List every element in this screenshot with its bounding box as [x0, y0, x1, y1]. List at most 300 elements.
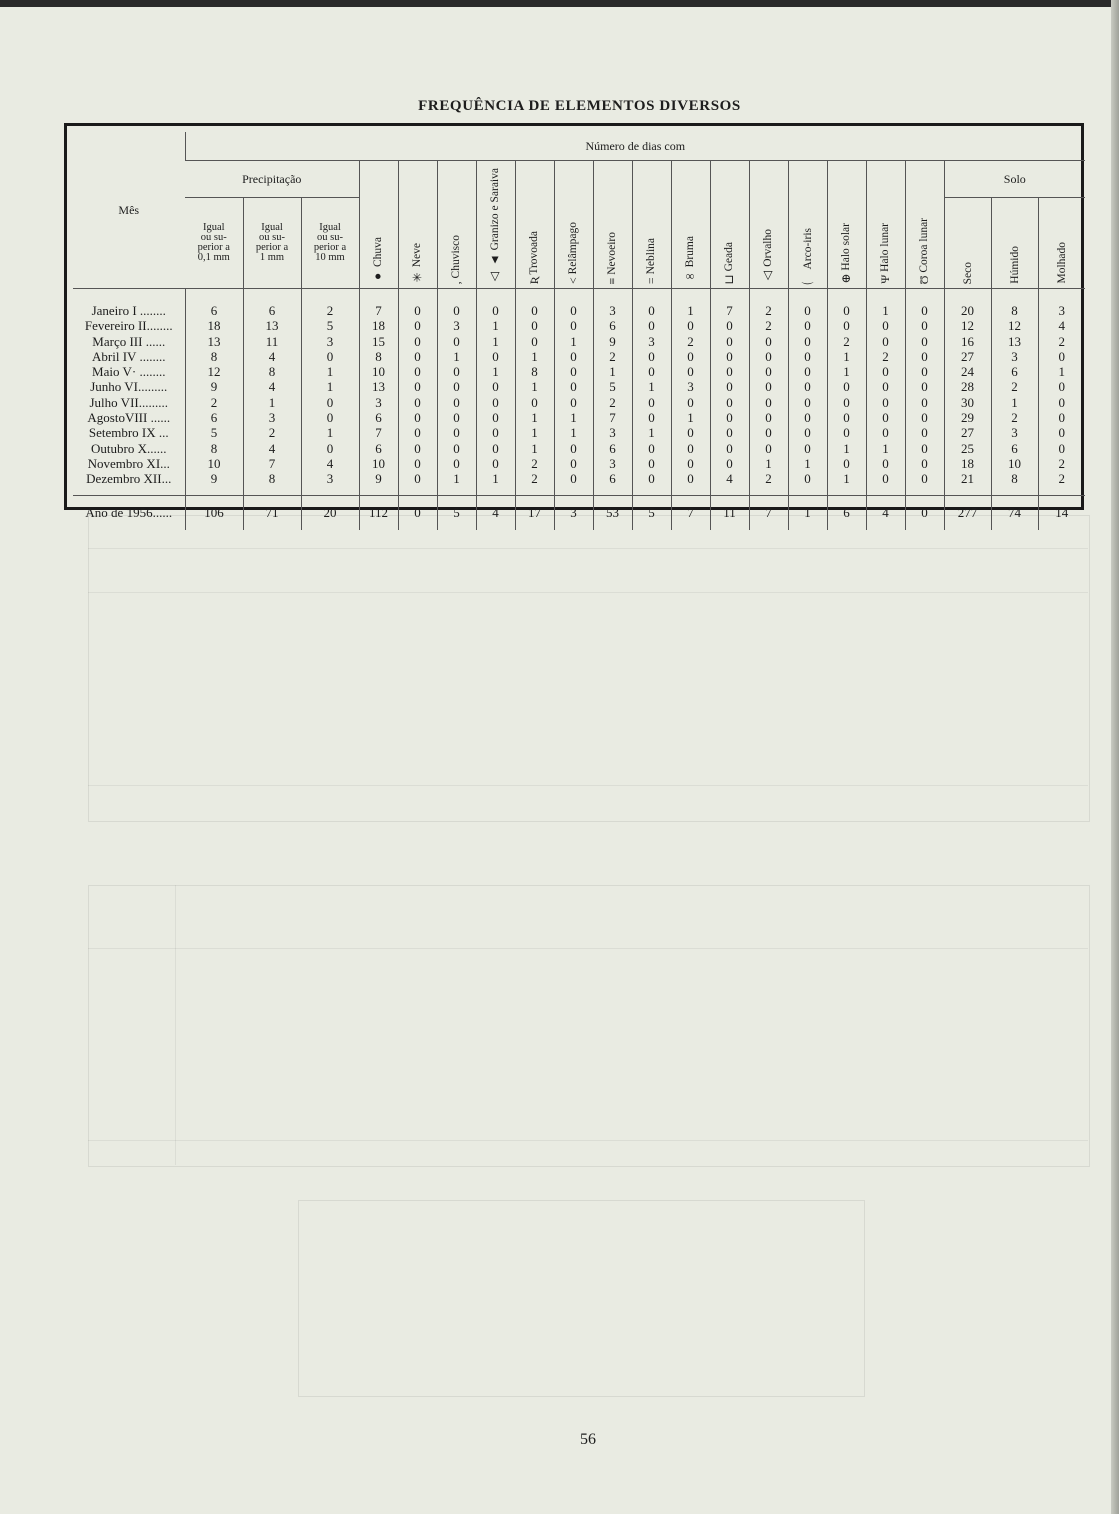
table-cell: 0	[788, 441, 827, 456]
total-cell: 74	[991, 495, 1038, 530]
table-cell: 0	[398, 395, 437, 410]
table-cell: 0	[671, 441, 710, 456]
total-cell: 0	[398, 495, 437, 530]
table-cell: 8	[359, 349, 398, 364]
table-cell: 0	[749, 410, 788, 425]
table-cell: 18	[359, 318, 398, 333]
table-cell: 3	[593, 289, 632, 319]
total-cell: 112	[359, 495, 398, 530]
table-cell: 10	[991, 456, 1038, 471]
table-cell: 8	[185, 441, 243, 456]
table-cell: 1	[827, 364, 866, 379]
table-cell: 3	[632, 334, 671, 349]
month-label: Novembro XI...	[87, 455, 170, 471]
table-cell: 0	[1038, 379, 1085, 394]
table-cell: 2	[866, 349, 905, 364]
table-cell: 0	[476, 425, 515, 440]
table-cell: 0	[671, 318, 710, 333]
table-row	[73, 289, 1085, 319]
table-cell: 0	[749, 349, 788, 364]
table-cell: 0	[905, 425, 944, 440]
col-geada: ⊔ Geada	[710, 161, 749, 289]
table-cell: 0	[554, 364, 593, 379]
table-cell: 0	[671, 395, 710, 410]
table-cell: 0	[788, 471, 827, 495]
table-cell: 1	[515, 379, 554, 394]
table-cell: 0	[301, 410, 359, 425]
total-cell: 20	[301, 495, 359, 530]
table-cell: 12	[991, 318, 1038, 333]
month-label: Janeiro I ........	[91, 303, 166, 318]
table-cell: 0	[632, 456, 671, 471]
table-cell: 0	[905, 471, 944, 495]
table-cell: 1	[476, 471, 515, 495]
table-cell: 0	[710, 318, 749, 333]
table-cell: 0	[632, 318, 671, 333]
table-cell: 0	[554, 395, 593, 410]
table-cell: 0	[866, 471, 905, 495]
table-cell: 18	[944, 456, 991, 471]
table-cell: 4	[1038, 318, 1085, 333]
table-cell: 1	[593, 364, 632, 379]
col-orvalho: △ Orvalho	[749, 161, 788, 289]
table-cell: 0	[398, 441, 437, 456]
month-label: AgostoVIII ......	[87, 410, 171, 426]
table-cell: 5	[301, 318, 359, 333]
table-cell: 9	[185, 379, 243, 394]
table-cell: 0	[866, 318, 905, 333]
table-cell: 0	[632, 441, 671, 456]
table-cell: 1	[476, 334, 515, 349]
table-cell: 1	[301, 379, 359, 394]
table-cell: 0	[905, 334, 944, 349]
table-cell: 0	[398, 334, 437, 349]
total-cell: 5	[437, 495, 476, 530]
table-cell: 8	[243, 471, 301, 495]
table-cell: 0	[749, 364, 788, 379]
total-label: Ano de 1956......	[73, 495, 185, 530]
table-cell: 2	[749, 471, 788, 495]
table-cell: 2	[671, 334, 710, 349]
haze-icon: ∞	[683, 270, 697, 284]
table-cell: 2	[991, 379, 1038, 394]
month-label: Março III ......	[92, 333, 166, 349]
month-label: Abril IV ........	[92, 348, 166, 364]
table-cell: 10	[185, 456, 243, 471]
col-soil-humido: Húmido	[991, 198, 1038, 289]
table-cell: 0	[710, 395, 749, 410]
table-cell: 6	[185, 289, 243, 319]
table-cell: 1	[991, 395, 1038, 410]
table-cell: 12	[185, 364, 243, 379]
table-cell: 0	[827, 456, 866, 471]
total-cell: 277	[944, 495, 991, 530]
table-cell: 2	[1038, 334, 1085, 349]
table-cell: 1	[554, 334, 593, 349]
table-cell: 0	[866, 425, 905, 440]
table-cell: 3	[359, 395, 398, 410]
table-cell: 0	[301, 349, 359, 364]
table-cell: 0	[398, 349, 437, 364]
drizzle-icon: ,	[449, 281, 463, 284]
table-cell: 1	[632, 425, 671, 440]
table-cell: 3	[243, 410, 301, 425]
lunar-corona-icon: Ʊ	[917, 275, 931, 284]
table-cell: 1	[554, 410, 593, 425]
frost-icon: ⊔	[722, 273, 736, 284]
table-cell: 0	[788, 364, 827, 379]
table-cell: 3	[593, 456, 632, 471]
table-cell: 25	[944, 441, 991, 456]
table-cell: 7	[593, 410, 632, 425]
total-cell: 7	[671, 495, 710, 530]
table-cell: 0	[671, 471, 710, 495]
fog-icon: ≡	[605, 277, 619, 284]
table-cell: 3	[1038, 289, 1085, 319]
monthly-rows	[73, 289, 1085, 496]
solar-halo-icon: ⊕	[839, 273, 853, 284]
table-cell: 3	[671, 379, 710, 394]
month-label: Outubro X......	[91, 440, 167, 456]
table-cell: 1	[671, 289, 710, 319]
table-cell: 1	[827, 441, 866, 456]
table-cell: 0	[437, 334, 476, 349]
table-cell: 0	[301, 395, 359, 410]
table-cell: 6	[593, 471, 632, 495]
bleed-through-line	[88, 948, 1088, 949]
table-cell: 24	[944, 364, 991, 379]
table-cell: 9	[593, 334, 632, 349]
annual-total	[73, 495, 1085, 530]
table-cell: 6	[359, 410, 398, 425]
table-cell: 18	[185, 318, 243, 333]
table-cell: 10	[359, 364, 398, 379]
table-cell: 0	[437, 441, 476, 456]
table-cell: 1	[554, 425, 593, 440]
table-cell: 1	[301, 425, 359, 440]
col-coroa-lunar: Ʊ Coroa lunar	[905, 161, 944, 289]
table-cell: 1	[476, 318, 515, 333]
table-cell: 1	[827, 471, 866, 495]
table-cell: 1	[515, 425, 554, 440]
table-cell: 2	[515, 471, 554, 495]
col-arco-iris: ⌒ Arco-iris	[788, 161, 827, 289]
table-cell: 2	[749, 318, 788, 333]
col-neve: ✳ Neve	[398, 161, 437, 289]
table-cell: 0	[476, 410, 515, 425]
table-cell: 0	[632, 395, 671, 410]
table-cell: 0	[827, 410, 866, 425]
bleed-through-line	[88, 592, 1088, 593]
total-cell: 3	[554, 495, 593, 530]
table-cell: 0	[905, 410, 944, 425]
table-cell: 28	[944, 379, 991, 394]
table-cell: 1	[827, 349, 866, 364]
lightning-icon: <	[566, 277, 580, 284]
frequency-table-frame	[64, 123, 1084, 520]
month-label: Setembro IX ...	[88, 425, 169, 441]
table-cell: 0	[710, 441, 749, 456]
table-cell: 0	[554, 318, 593, 333]
bleed-through-line	[175, 885, 176, 1165]
table-cell: 0	[437, 425, 476, 440]
hail-icon: △ ▲	[488, 253, 502, 284]
table-cell: 1	[671, 410, 710, 425]
table-cell: 13	[991, 334, 1038, 349]
table-cell: 1	[515, 349, 554, 364]
total-cell: 53	[593, 495, 632, 530]
table-cell: 2	[593, 395, 632, 410]
table-cell: 2	[1038, 456, 1085, 471]
table-cell: 0	[1038, 425, 1085, 440]
col-chuvisco: , Chuvisco	[437, 161, 476, 289]
table-cell: 0	[710, 425, 749, 440]
table-cell: 0	[788, 349, 827, 364]
table-cell: 6	[185, 410, 243, 425]
table-cell: 0	[788, 289, 827, 319]
table-cell: 0	[1038, 395, 1085, 410]
table-cell: 2	[827, 334, 866, 349]
table-cell: 27	[944, 349, 991, 364]
table-cell: 0	[710, 410, 749, 425]
table-cell: 0	[788, 410, 827, 425]
table-row	[73, 334, 1085, 349]
table-cell: 0	[437, 410, 476, 425]
table-cell: 0	[788, 318, 827, 333]
table-cell: 0	[905, 289, 944, 319]
precipitation-header: Precipitação	[185, 161, 359, 198]
table-cell: 1	[632, 379, 671, 394]
table-cell: 5	[593, 379, 632, 394]
col-precip-10mm: Igual ou su- perior a 10 mm	[301, 198, 359, 289]
table-row	[73, 471, 1085, 495]
table-cell: 0	[866, 379, 905, 394]
col-halo-lunar: Ψ Halo lunar	[866, 161, 905, 289]
table-cell: 2	[991, 410, 1038, 425]
table-row	[73, 395, 1085, 410]
table-cell: 3	[301, 471, 359, 495]
table-cell: 0	[827, 289, 866, 319]
table-cell: 0	[788, 334, 827, 349]
table-cell: 15	[359, 334, 398, 349]
table-cell: 0	[437, 289, 476, 319]
table-cell: 0	[437, 364, 476, 379]
table-cell: 0	[905, 318, 944, 333]
table-cell: 8	[515, 364, 554, 379]
col-bruma: ∞ Bruma	[671, 161, 710, 289]
col-neblina: = Neblina	[632, 161, 671, 289]
table-cell: 0	[749, 441, 788, 456]
rainbow-icon: ⌒	[801, 272, 815, 284]
table-cell: 0	[1038, 349, 1085, 364]
mist-icon: =	[644, 277, 658, 284]
total-cell: 7	[749, 495, 788, 530]
col-halo-solar: ⊕ Halo solar	[827, 161, 866, 289]
table-cell: 1	[437, 349, 476, 364]
table-cell: 2	[593, 349, 632, 364]
table-cell: 0	[905, 364, 944, 379]
page-binding-edge	[1111, 0, 1119, 1514]
month-label: Julho VII.........	[89, 394, 168, 410]
total-cell: 4	[866, 495, 905, 530]
table-cell: 0	[437, 456, 476, 471]
table-cell: 0	[866, 456, 905, 471]
page-number: 56	[580, 1431, 596, 1448]
table-cell: 30	[944, 395, 991, 410]
table-cell: 0	[554, 471, 593, 495]
table-cell: 0	[749, 395, 788, 410]
table-cell: 3	[593, 425, 632, 440]
table-cell: 2	[243, 425, 301, 440]
bleed-through-table-3	[298, 1200, 865, 1397]
table-cell: 0	[749, 334, 788, 349]
table-cell: 13	[185, 334, 243, 349]
col-relampago: < Relâmpago	[554, 161, 593, 289]
table-cell: 0	[515, 334, 554, 349]
table-cell: 0	[398, 456, 437, 471]
bleed-through-line	[88, 785, 1088, 786]
table-row	[73, 425, 1085, 440]
table-cell: 0	[866, 410, 905, 425]
table-cell: 0	[398, 289, 437, 319]
table-cell: 9	[185, 471, 243, 495]
lunar-halo-icon: Ψ	[878, 275, 892, 284]
table-cell: 1	[788, 456, 827, 471]
table-cell: 5	[185, 425, 243, 440]
table-cell: 0	[671, 456, 710, 471]
soil-header: Solo	[944, 161, 1085, 198]
table-cell: 0	[554, 379, 593, 394]
table-cell: 0	[1038, 441, 1085, 456]
table-cell: 13	[243, 318, 301, 333]
table-cell: 7	[243, 456, 301, 471]
table-row	[73, 349, 1085, 364]
table-cell: 6	[593, 318, 632, 333]
table-cell: 2	[185, 395, 243, 410]
table-cell: 27	[944, 425, 991, 440]
table-cell: 0	[905, 441, 944, 456]
col-granizo-saraiva: △ ▲ Granizo e Saraiva	[476, 161, 515, 289]
table-cell: 4	[243, 379, 301, 394]
table-cell: 0	[398, 410, 437, 425]
table-cell: 0	[788, 395, 827, 410]
table-cell: 0	[632, 410, 671, 425]
table-cell: 0	[398, 318, 437, 333]
table-cell: 0	[554, 349, 593, 364]
table-cell: 0	[437, 379, 476, 394]
table-cell: 0	[554, 456, 593, 471]
table-cell: 4	[301, 456, 359, 471]
table-cell: 0	[476, 349, 515, 364]
table-cell: 0	[301, 441, 359, 456]
month-column-header: Mês	[73, 132, 185, 289]
table-cell: 7	[710, 289, 749, 319]
table-cell: 6	[359, 441, 398, 456]
col-nevoeiro: ≡ Nevoeiro	[593, 161, 632, 289]
month-label: Junho VI.........	[90, 379, 168, 395]
table-cell: 0	[476, 379, 515, 394]
total-cell: 0	[905, 495, 944, 530]
col-soil-molhado: Molhado	[1038, 198, 1085, 289]
table-cell: 13	[359, 379, 398, 394]
table-cell: 0	[515, 395, 554, 410]
table-cell: 10	[359, 456, 398, 471]
total-row	[73, 495, 1085, 530]
snow-icon: ✳	[410, 270, 424, 284]
table-cell: 1	[301, 364, 359, 379]
table-cell: 0	[788, 425, 827, 440]
month-label: Maio V· ........	[92, 364, 166, 380]
month-label: Dezembro XII...	[86, 471, 172, 487]
table-cell: 1	[476, 364, 515, 379]
table-cell: 0	[710, 364, 749, 379]
table-cell: 0	[671, 349, 710, 364]
table-cell: 0	[827, 379, 866, 394]
table-cell: 20	[944, 289, 991, 319]
table-cell: 1	[1038, 364, 1085, 379]
table-cell: 6	[243, 289, 301, 319]
table-cell: 0	[632, 349, 671, 364]
table-cell: 3	[437, 318, 476, 333]
table-cell: 0	[398, 364, 437, 379]
table-cell: 0	[554, 289, 593, 319]
total-cell: 1	[788, 495, 827, 530]
bleed-through-line	[88, 548, 1088, 549]
table-cell: 16	[944, 334, 991, 349]
table-row	[73, 410, 1085, 425]
table-cell: 0	[827, 318, 866, 333]
table-cell: 29	[944, 410, 991, 425]
table-cell: 1	[866, 289, 905, 319]
table-cell: 0	[632, 289, 671, 319]
table-cell: 4	[243, 349, 301, 364]
table-cell: 7	[359, 425, 398, 440]
table-cell: 6	[593, 441, 632, 456]
table-cell: 0	[632, 471, 671, 495]
table-cell: 11	[243, 334, 301, 349]
col-precip-0-1mm: Igual ou su- perior a 0,1 mm	[185, 198, 243, 289]
bleed-through-table-2	[88, 885, 1090, 1167]
table-cell: 3	[301, 334, 359, 349]
col-soil-seco: Seco	[944, 198, 991, 289]
table-cell: 0	[749, 379, 788, 394]
table-cell: 0	[710, 379, 749, 394]
total-cell: 4	[476, 495, 515, 530]
table-cell: 0	[554, 441, 593, 456]
table-cell: 0	[632, 364, 671, 379]
bleed-through-line	[88, 1140, 1088, 1141]
table-cell: 0	[710, 349, 749, 364]
table-cell: 1	[515, 410, 554, 425]
total-cell: 71	[243, 495, 301, 530]
table-cell: 0	[1038, 410, 1085, 425]
total-cell: 106	[185, 495, 243, 530]
table-cell: 0	[827, 425, 866, 440]
table-cell: 0	[476, 456, 515, 471]
total-cell: 5	[632, 495, 671, 530]
col-precip-1mm: Igual ou su- perior a 1 mm	[243, 198, 301, 289]
table-row	[73, 318, 1085, 333]
frequency-table	[73, 132, 1085, 530]
col-trovoada: Ʀ Trovoada	[515, 161, 554, 289]
dew-icon: △	[761, 270, 775, 284]
table-cell: 0	[476, 441, 515, 456]
table-cell: 3	[991, 425, 1038, 440]
table-cell: 4	[243, 441, 301, 456]
table-cell: 8	[185, 349, 243, 364]
table-cell: 2	[301, 289, 359, 319]
rain-icon: ●	[371, 270, 385, 284]
